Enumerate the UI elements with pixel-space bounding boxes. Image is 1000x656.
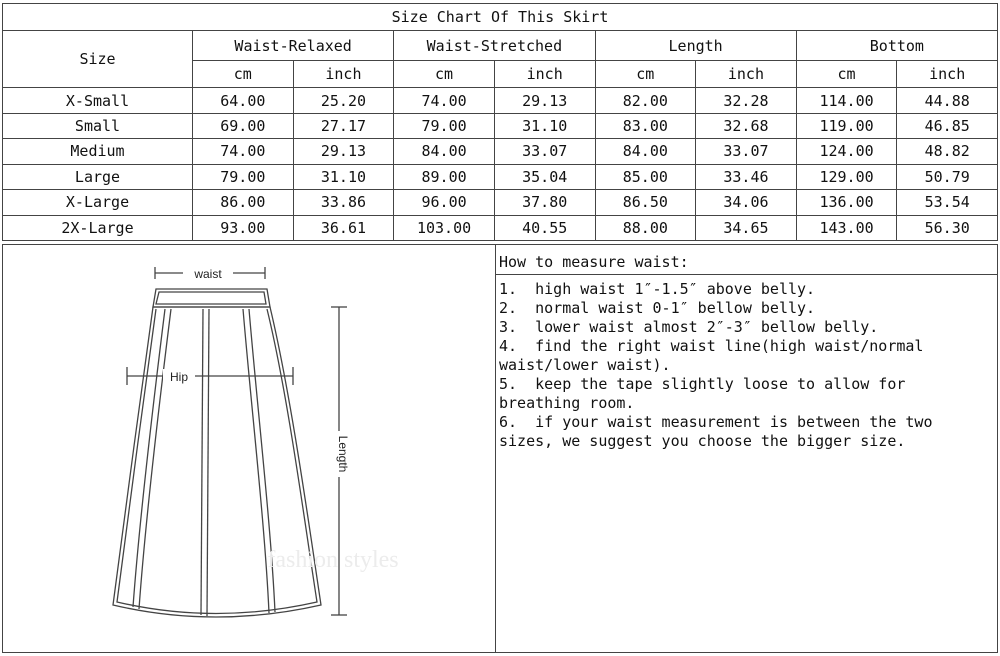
value-cell: 82.00 bbox=[595, 88, 696, 113]
value-cell: 25.20 bbox=[293, 88, 394, 113]
value-cell: 50.79 bbox=[897, 164, 998, 189]
value-cell: 129.00 bbox=[796, 164, 897, 189]
value-cell: 33.07 bbox=[696, 139, 797, 164]
table-row bbox=[3, 190, 998, 215]
value-cell: 34.06 bbox=[696, 190, 797, 215]
unit-header: cm bbox=[595, 60, 696, 87]
value-cell: 79.00 bbox=[394, 113, 495, 138]
value-cell: 27.17 bbox=[293, 113, 394, 138]
value-cell: 89.00 bbox=[394, 164, 495, 189]
value-cell: 35.04 bbox=[494, 164, 595, 189]
group-header-waist-stretched: Waist-Stretched bbox=[394, 31, 595, 60]
chart-title: Size Chart Of This Skirt bbox=[3, 4, 998, 31]
instructions-list bbox=[495, 275, 997, 451]
value-cell: 37.80 bbox=[494, 190, 595, 215]
list-item: 1. high waist 1″-1.5″ above belly. bbox=[499, 280, 816, 298]
measure-guide-panel bbox=[2, 244, 998, 653]
value-cell: 79.00 bbox=[193, 164, 294, 189]
table-row bbox=[3, 215, 998, 241]
hip-label: Hip bbox=[169, 370, 189, 384]
skirt-illustration bbox=[3, 245, 495, 652]
instructions-title: How to measure waist: bbox=[495, 245, 997, 275]
unit-header: inch bbox=[897, 60, 998, 87]
list-item: 3. lower waist almost 2″-3″ bellow belly. bbox=[499, 318, 879, 336]
value-cell: 143.00 bbox=[796, 215, 897, 241]
size-header: Size bbox=[3, 31, 193, 88]
size-cell: Small bbox=[3, 113, 193, 138]
waist-label: waist bbox=[194, 267, 222, 281]
group-header-length: Length bbox=[595, 31, 796, 60]
value-cell: 33.86 bbox=[293, 190, 394, 215]
value-cell: 69.00 bbox=[193, 113, 294, 138]
value-cell: 32.68 bbox=[696, 113, 797, 138]
value-cell: 74.00 bbox=[394, 88, 495, 113]
unit-header: inch bbox=[696, 60, 797, 87]
value-cell: 46.85 bbox=[897, 113, 998, 138]
unit-header: cm bbox=[796, 60, 897, 87]
value-cell: 31.10 bbox=[293, 164, 394, 189]
value-cell: 119.00 bbox=[796, 113, 897, 138]
table-row bbox=[3, 164, 998, 189]
skirt-diagram bbox=[3, 245, 496, 652]
value-cell: 40.55 bbox=[494, 215, 595, 241]
table-row bbox=[3, 113, 998, 138]
size-cell: X-Small bbox=[3, 88, 193, 113]
value-cell: 29.13 bbox=[494, 88, 595, 113]
unit-header: cm bbox=[394, 60, 495, 87]
unit-header: cm bbox=[193, 60, 294, 87]
value-cell: 32.28 bbox=[696, 88, 797, 113]
instructions-panel bbox=[495, 245, 997, 652]
value-cell: 136.00 bbox=[796, 190, 897, 215]
value-cell: 84.00 bbox=[394, 139, 495, 164]
size-cell: X-Large bbox=[3, 190, 193, 215]
size-cell: Medium bbox=[3, 139, 193, 164]
value-cell: 85.00 bbox=[595, 164, 696, 189]
value-cell: 74.00 bbox=[193, 139, 294, 164]
unit-header: inch bbox=[494, 60, 595, 87]
skirt-seam bbox=[201, 309, 203, 615]
value-cell: 84.00 bbox=[595, 139, 696, 164]
skirt-seam bbox=[243, 309, 269, 613]
value-cell: 88.00 bbox=[595, 215, 696, 241]
watermark: fashion styles bbox=[267, 547, 399, 573]
value-cell: 34.65 bbox=[696, 215, 797, 241]
value-cell: 103.00 bbox=[394, 215, 495, 241]
value-cell: 33.07 bbox=[494, 139, 595, 164]
length-label: Length bbox=[336, 435, 350, 473]
value-cell: 36.61 bbox=[293, 215, 394, 241]
table-row bbox=[3, 88, 998, 113]
group-header-bottom: Bottom bbox=[796, 31, 997, 60]
list-item: 6. if your waist measurement is between the two sizes, we suggest you choose the bigger size. bbox=[499, 413, 942, 450]
group-header-waist-relaxed: Waist-Relaxed bbox=[193, 31, 394, 60]
size-cell: 2X-Large bbox=[3, 215, 193, 241]
skirt-seam bbox=[133, 309, 165, 607]
list-item: 4. find the right waist line(high waist/normal waist/lower waist). bbox=[499, 337, 933, 374]
size-chart-table bbox=[2, 3, 998, 241]
value-cell: 64.00 bbox=[193, 88, 294, 113]
value-cell: 53.54 bbox=[897, 190, 998, 215]
value-cell: 29.13 bbox=[293, 139, 394, 164]
value-cell: 83.00 bbox=[595, 113, 696, 138]
value-cell: 86.00 bbox=[193, 190, 294, 215]
value-cell: 48.82 bbox=[897, 139, 998, 164]
value-cell: 93.00 bbox=[193, 215, 294, 241]
size-cell: Large bbox=[3, 164, 193, 189]
value-cell: 44.88 bbox=[897, 88, 998, 113]
list-item: 2. normal waist 0-1″ bellow belly. bbox=[499, 299, 816, 317]
value-cell: 114.00 bbox=[796, 88, 897, 113]
value-cell: 31.10 bbox=[494, 113, 595, 138]
unit-header: inch bbox=[293, 60, 394, 87]
value-cell: 124.00 bbox=[796, 139, 897, 164]
value-cell: 96.00 bbox=[394, 190, 495, 215]
value-cell: 33.46 bbox=[696, 164, 797, 189]
table-row bbox=[3, 139, 998, 164]
value-cell: 56.30 bbox=[897, 215, 998, 241]
value-cell: 86.50 bbox=[595, 190, 696, 215]
list-item: 5. keep the tape slightly loose to allow for breathing room. bbox=[499, 375, 915, 412]
